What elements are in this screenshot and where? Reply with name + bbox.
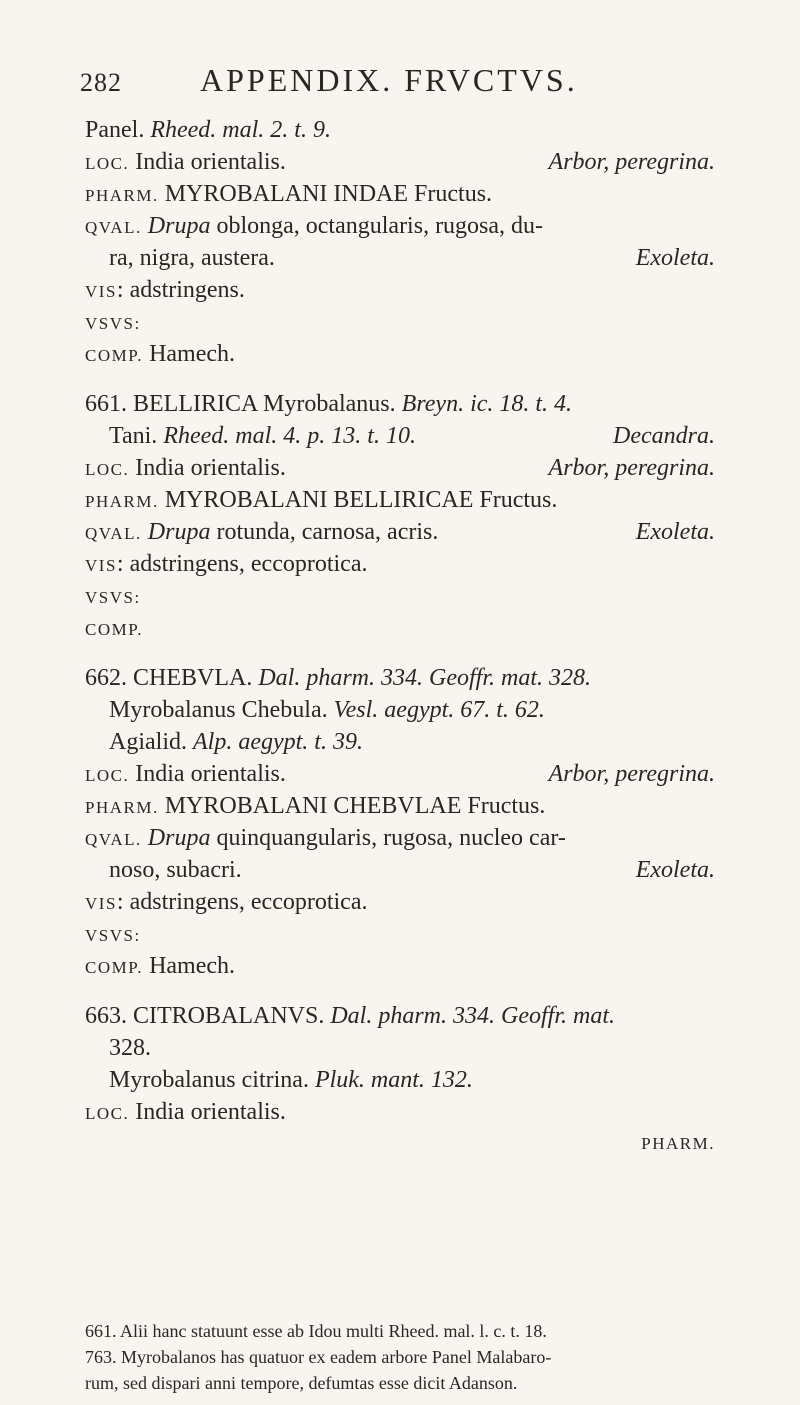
page-header [80,62,720,102]
footnote-661: 661. Alii hanc statuunt esse ab Idou multi Rheed. mal. l. c. t. 18. [85,1321,547,1341]
qual-line-2: noso, subacri. Exoleta. [109,857,715,883]
running-title: APPENDIX. FRVCTVS. [200,62,578,98]
synonym-line-2: Agialid. Alp. aegypt. t. 39. [109,729,363,755]
loc-line: LOC. India orientalis. Arbor, peregrina. [85,455,715,481]
catchword-line [85,1128,715,1160]
entry-663 [85,1000,715,1160]
entry-heading: 663. CITROBALANVS. Dal. pharm. 334. Geoffr. mat. [85,1003,616,1029]
qual-line: QVAL. Drupa oblonga, octangularis, rugosa, du- [85,213,544,239]
pharm-line: PHARM. MYROBALANI BELLIRICAE Fructus. [85,487,558,513]
heading-line-2: 328. [109,1035,151,1061]
footnote-763: 763. Myrobalanos has quatuor ex eadem arbore Panel Malabaro- [85,1347,552,1367]
comp-line: COMP. Hamech. [85,341,236,367]
vis-line: VIS: adstringens, eccoprotica. [85,889,368,915]
entry-heading: 662. CHEBVLA. Dal. pharm. 334. Geoffr. mat. 328. [85,665,592,691]
vis-line: VIS: adstringens, eccoprotica. [85,551,368,577]
footnotes [85,1318,725,1396]
loc-line: LOC. India orientalis. Arbor, peregrina. [85,149,715,175]
synonym-line: Tani. Rheed. mal. 4. p. 13. t. 10. Decandra. [109,423,715,449]
qual-line-2: ra, nigra, austera. Exoleta. [109,245,715,271]
footnote-763-cont: rum, sed dispari anni tempore, defumtas esse dicit Adanson. [85,1373,518,1393]
vsvs-line: VSVS: [85,314,141,333]
synonym-line: Panel. Rheed. mal. 2. t. 9. [85,117,331,143]
vsvs-line: VSVS: [85,926,141,945]
page-body [85,114,715,1178]
catchword: PHARM. [641,1134,715,1153]
loc-line: LOC. India orientalis. Arbor, peregrina. [85,761,715,787]
qual-line: QVAL. Drupa rotunda, carnosa, acris. Exoleta. [85,519,715,545]
entry-662 [85,662,715,982]
comp-line: COMP. Hamech. [85,953,236,979]
qual-line: QVAL. Drupa quinquangularis, rugosa, nucleo car- [85,825,566,851]
pharm-line: PHARM. MYROBALANI INDAE Fructus. [85,181,493,207]
synonym-line: Myrobalanus Chebula. Vesl. aegypt. 67. t. 62. [109,697,545,723]
loc-line: LOC. India orientalis. [85,1099,286,1125]
synonym-line: Myrobalanus citrina. Pluk. mant. 132. [109,1067,473,1093]
pharm-line: PHARM. MYROBALANI CHEBVLAE Fructus. [85,793,546,819]
entry-continued [85,114,715,370]
entry-661 [85,388,715,644]
page-number: 282 [80,68,122,97]
entry-heading: 661. BELLIRICA Myrobalanus. Breyn. ic. 18. t. 4. [85,391,573,417]
vis-line: VIS: adstringens. [85,277,245,303]
vsvs-line: VSVS: [85,588,141,607]
comp-line: COMP. [85,620,144,639]
